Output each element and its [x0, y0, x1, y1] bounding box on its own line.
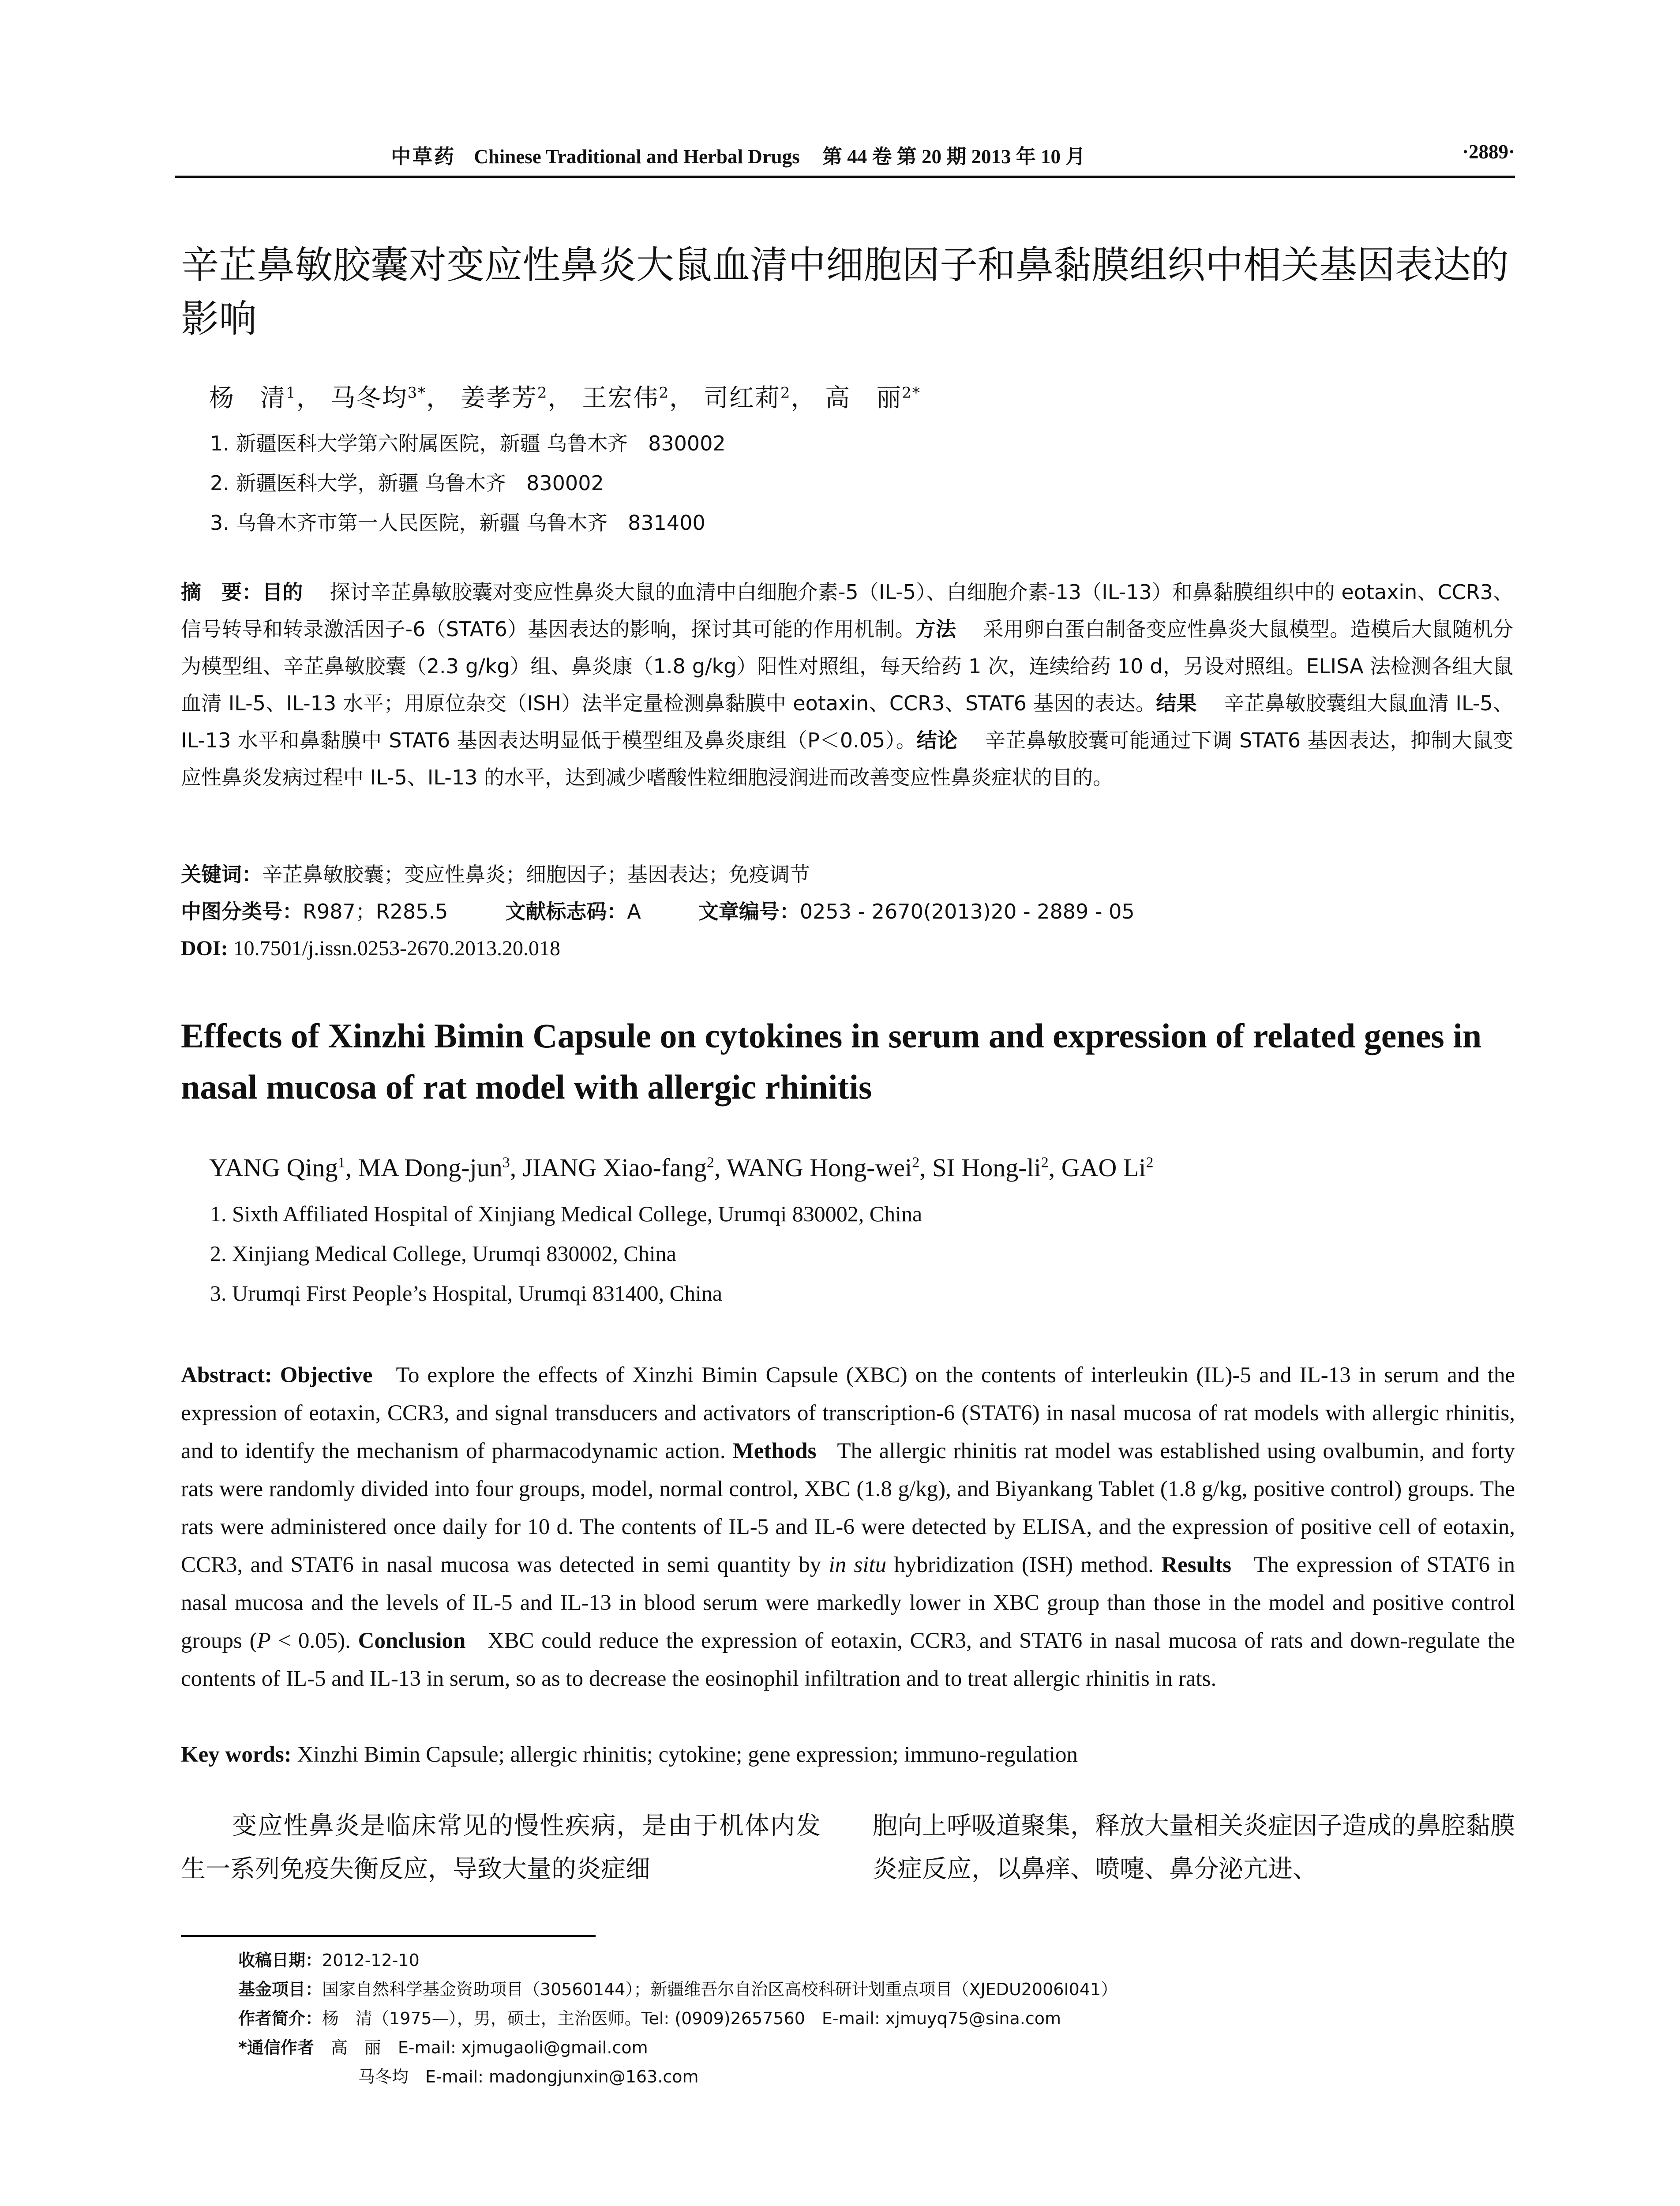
methods-text: 采用卵白蛋白制备变应性鼻炎大鼠模型。造模后大鼠随机分为模型组、辛芷鼻敏胶囊（2.3 g/kg）组、鼻炎康（1.8 g/kg）阳性对照组，每天给药 1 次，连续给药 10 d，另设对照组。ELISA 法检测各组大鼠血清 IL-5、IL-13 水平；用原位杂交（ISH）法半定量检测鼻黏膜中 eotaxin、CCR3、STAT6 基因的表达。: [181, 617, 1514, 715]
author-sup: 2: [912, 1154, 920, 1171]
methods-text-end: hybridization (ISH) method.: [894, 1553, 1154, 1577]
author-name: MA Dong-jun: [358, 1153, 502, 1182]
objective-text: 探讨辛芷鼻敏胶囊对变应性鼻炎大鼠的血清中白细胞介素-5（IL-5）、白细胞介素-13（IL-13）和鼻黏膜组织中的 eotaxin、CCR3、信号转导和转录激活因子-6（STAT6）基因表达的影响，探讨其可能的作用机制。: [181, 580, 1514, 641]
conclusion-text: 辛芷鼻敏胶囊可能通过下调 STAT6 基因表达，抑制大鼠变应性鼻炎发病过程中 IL-5、IL-13 的水平，达到减少嗜酸性粒细胞浸润进而改善变应性鼻炎症状的目的。: [181, 728, 1514, 789]
author-bio-label: 作者简介：: [238, 2009, 322, 2028]
running-header: [175, 140, 1515, 171]
doc-code-value: A: [627, 900, 641, 923]
author-name: WANG Hong-wei: [726, 1153, 912, 1182]
keywords-label: 关键词：: [181, 863, 262, 886]
keywords-text: 辛芷鼻敏胶囊；变应性鼻炎；细胞因子；基因表达；免疫调节: [262, 863, 810, 886]
author-sup: 2: [1146, 1154, 1154, 1171]
author-name: 王宏伟: [582, 384, 659, 413]
footnotes: [238, 1946, 1518, 2091]
author-sup: 3: [502, 1154, 510, 1171]
keywords-text: Xinzhi Bimin Capsule; allergic rhinitis; cytokine; gene expression; immuno-regulation: [297, 1742, 1078, 1767]
page-number: ·2889·: [1462, 141, 1515, 163]
article-no-value: 0253 - 2670(2013)20 - 2889 - 05: [799, 900, 1135, 923]
header-left: [391, 140, 1085, 169]
journal-name-en: Chinese Traditional and Herbal Drugs: [474, 146, 800, 168]
footnote-author: [238, 2004, 1518, 2033]
author-name: 司红莉: [703, 384, 780, 413]
author-sup: 1: [338, 1154, 345, 1171]
affiliation-item: 2. Xinjiang Medical College, Urumqi 830002, China: [210, 1241, 676, 1266]
author-name: GAO Li: [1061, 1153, 1146, 1182]
results-label: 结果: [1156, 691, 1197, 715]
footnote-received: [238, 1946, 1518, 1975]
footnote-corresponding: [238, 2033, 1518, 2062]
results-text-end: < 0.05).: [278, 1628, 351, 1653]
fund-text: 国家自然科学基金资助项目（30560144）；新疆维吾尔自治区高校科研计划重点项目（XJEDU2006I041）: [322, 1980, 1118, 1999]
corresponding-author-2: 马冬均 E-mail: madongjunxin@163.com: [358, 2067, 699, 2086]
methods-italic: in situ: [829, 1553, 887, 1577]
doi-label: DOI:: [181, 937, 228, 960]
affiliation-item: 1. Sixth Affiliated Hospital of Xinjiang Medical College, Urumqi 830002, China: [210, 1201, 922, 1226]
results-text: The expression of STAT6 in nasal mucosa and the levels of IL-5 and IL-13 in blood serum were markedly lower in XBC group than those in the model and positive control groups (: [181, 1553, 1515, 1653]
abstract-zh: [181, 574, 1513, 796]
author-name: SI Hong-li: [932, 1153, 1041, 1182]
methods-label: 方法: [915, 617, 956, 641]
header-rule: [175, 176, 1515, 178]
authors-zh: 杨 清$^1$， 马冬均$^{3*}$， 姜孝芳$^2$， 王宏伟$^2$， 司红莉$^2$， 高 丽$^{2*}$: [209, 384, 921, 413]
affiliation-item: 3. Urumqi First People’s Hospital, Urumqi 831400, China: [210, 1281, 723, 1306]
abstract-label: 摘 要：: [181, 580, 262, 604]
author-bio-text: 杨 清（1975—），男，硕士，主治医师。Tel: (0909)2657560 E-mail: xjmuyq75@sina.com: [322, 2009, 1061, 2028]
results-label: Results: [1161, 1553, 1231, 1577]
author-sup: 2: [537, 384, 548, 402]
received-date: 2012-12-10: [322, 1951, 420, 1970]
affiliations-en: [210, 1194, 922, 1313]
doi: [181, 930, 560, 967]
footnote-fund: [238, 1975, 1518, 2004]
body-column-right: 胞向上呼吸道聚集，释放大量相关炎症因子造成的鼻腔黏膜炎症反应，以鼻痒、喷嚏、鼻分泌亢进、: [873, 1812, 1515, 1883]
affiliation-item: 2. 新疆医科大学，新疆 乌鲁木齐 830002: [210, 471, 604, 495]
keywords-zh: [181, 856, 810, 893]
corresponding-label: *通信作者: [238, 2038, 314, 2057]
author-name: YANG Qing: [209, 1153, 338, 1182]
doc-code-label: 文献标志码：: [505, 900, 627, 923]
objective-label: 目的: [262, 580, 303, 604]
methods-label: Methods: [732, 1439, 817, 1463]
issue-info: 第 44 卷 第 20 期 2013 年 10 月: [822, 146, 1086, 168]
author-name: JIANG Xiao-fang: [522, 1153, 707, 1182]
article-no-label: 文章编号：: [698, 900, 800, 923]
author-sup: 3*: [407, 384, 427, 402]
journal-name-zh: 中草药: [391, 145, 456, 168]
received-label: 收稿日期：: [238, 1951, 322, 1970]
doi-value: 10.7501/j.issn.0253-2670.2013.20.018: [233, 937, 561, 960]
objective-label: Objective: [280, 1363, 373, 1388]
corresponding-author-1: 高 丽 E-mail: xjmugaoli@gmail.com: [330, 2038, 648, 2057]
affiliations-zh: [210, 424, 726, 543]
methods-text: The allergic rhinitis rat model was established using ovalbumin, and forty rats were randomly divided into four groups, model, normal control, XBC (1.8 g/kg), and Biyankang Tablet (1.8 g/kg, positive control) groups. The rats were administered once daily for 10 d. The contents of IL-5 and IL-6 were detected by ELISA, and the expression of positive cell of eotaxin, CCR3, and STAT6 in nasal mucosa was detected in semi quantity by: [181, 1439, 1515, 1577]
author-sup: 2: [659, 384, 669, 402]
conclusion-label: 结论: [916, 728, 958, 752]
objective-text: To explore the effects of Xinzhi Bimin Capsule (XBC) on the contents of interleukin (IL)-5 and IL-13 in serum and the expression of eotaxin, CCR3, and signal transducers and activators of transcription-6 (STAT6) in nasal mucosa of rat models with allergic rhinitis, and to identify the mechanism of pharmacodynamic action.: [181, 1363, 1515, 1463]
abstract-label: Abstract:: [181, 1363, 272, 1388]
author-sup: 2: [1041, 1154, 1049, 1171]
fund-label: 基金项目：: [238, 1980, 322, 1999]
body-column-left: 变应性鼻炎是临床常见的慢性疾病，是由于机体内发生一系列免疫失衡反应，导致大量的炎症细: [181, 1812, 821, 1883]
footnote-corresponding-2: [238, 2062, 1518, 2091]
author-name: 高 丽: [825, 384, 902, 413]
author-sup: 2: [780, 384, 791, 402]
author-sup: 2: [706, 1154, 714, 1171]
author-sup: 1: [286, 384, 296, 402]
keywords-en: [181, 1736, 1078, 1774]
authors-en: YANG Qing$^1$, MA Dong-jun$^3$, JIANG Xiao-fang$^2$, WANG Hong-wei$^2$, SI Hong-$li^2$, GAO Li$^2$: [209, 1153, 1154, 1182]
author-sup: 2*: [902, 384, 921, 402]
results-text: 辛芷鼻敏胶囊组大鼠血清 IL-5、IL-13 水平和鼻黏膜中 STAT6 基因表达明显低于模型组及鼻炎康组（P＜0.05）。: [181, 691, 1514, 752]
clc-label: 中图分类号：: [181, 900, 303, 923]
p-value-symbol: P: [257, 1628, 271, 1653]
affiliation-item: 1. 新疆医科大学第六附属医院，新疆 乌鲁木齐 830002: [210, 431, 726, 455]
title-en: Effects of Xinzhi Bimin Capsule on cytokines in serum and expression of related genes in nasal mucosa of rat model with allergic rhinitis: [181, 1017, 1482, 1106]
abstract-en: [181, 1356, 1515, 1698]
author-name: 马冬均: [330, 384, 408, 413]
conclusion-text: XBC could reduce the expression of eotaxin, CCR3, and STAT6 in nasal mucosa of rats and down-regulate the contents of IL-5 and IL-13 in serum, so as to decrease the eosinophil infiltration and to treat allergic rhinitis in rats.: [181, 1628, 1515, 1691]
author-name: 姜孝芳: [460, 384, 537, 413]
author-name: 杨 清: [209, 384, 286, 413]
footnote-rule: [181, 1935, 596, 1937]
clc-value: R987；R285.5: [303, 900, 448, 923]
conclusion-label: Conclusion: [358, 1628, 466, 1653]
keywords-label: Key words:: [181, 1742, 292, 1767]
affiliation-item: 3. 乌鲁木齐市第一人民医院，新疆 乌鲁木齐 831400: [210, 511, 705, 535]
classification-info: [181, 893, 1135, 930]
title-zh: 辛芷鼻敏胶囊对变应性鼻炎大鼠血清中细胞因子和鼻黏膜组织中相关基因表达的影响: [181, 243, 1509, 341]
